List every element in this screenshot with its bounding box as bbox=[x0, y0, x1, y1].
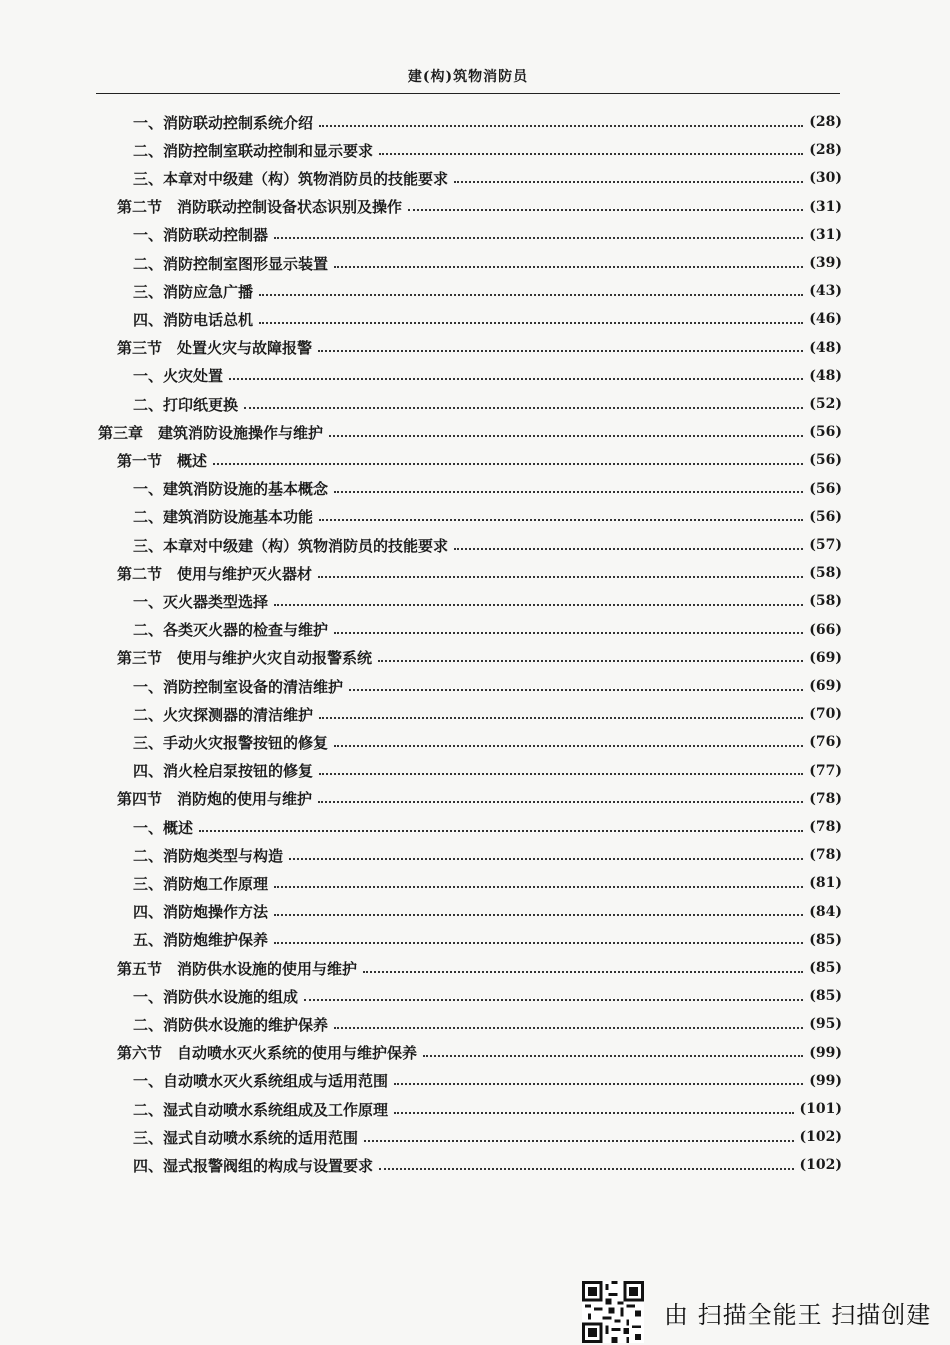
toc-entry bbox=[133, 1095, 842, 1123]
toc-entry-title: 第五节 消防供水设施的使用与维护 bbox=[117, 959, 358, 978]
toc-entry-page: (95) bbox=[809, 1016, 842, 1033]
toc-entry bbox=[133, 700, 842, 728]
toc-entry-title: 四、湿式报警阀组的构成与设置要求 bbox=[133, 1156, 374, 1175]
toc-leader-dots bbox=[259, 321, 803, 324]
toc-entry-page: (102) bbox=[799, 1129, 842, 1146]
toc-entry bbox=[133, 757, 842, 785]
toc-entry bbox=[133, 305, 842, 333]
toc-entry bbox=[133, 898, 842, 926]
toc-leader-dots bbox=[318, 349, 803, 352]
toc-entry-page: (78) bbox=[809, 847, 842, 864]
toc-entry-page: (56) bbox=[809, 452, 842, 469]
toc-entry-page: (58) bbox=[809, 565, 842, 582]
toc-entry bbox=[133, 982, 842, 1010]
toc-entry bbox=[133, 390, 842, 418]
toc-entry-page: (56) bbox=[809, 508, 842, 525]
toc-entry-title: 一、消防供水设施的组成 bbox=[133, 987, 299, 1006]
toc-entry bbox=[133, 1123, 842, 1151]
toc-entry-page: (39) bbox=[809, 255, 842, 271]
toc-entry-page: (58) bbox=[809, 593, 842, 610]
toc-leader-dots bbox=[304, 998, 803, 1001]
toc-entry-title: 第二节 消防联动控制设备状态识别及操作 bbox=[117, 198, 403, 217]
toc-entry-title: 五、消防炮维护保养 bbox=[133, 931, 269, 950]
toc-entry bbox=[117, 644, 842, 672]
toc-entry-page: (66) bbox=[809, 621, 842, 638]
toc-entry bbox=[133, 616, 842, 644]
toc-leader-dots bbox=[259, 293, 803, 296]
toc-leader-dots bbox=[319, 518, 803, 521]
toc-entry bbox=[133, 362, 842, 390]
toc-leader-dots bbox=[213, 462, 803, 465]
toc-leader-dots bbox=[364, 1139, 794, 1142]
toc-entry-title: 二、火灾探测器的清洁维护 bbox=[133, 705, 314, 724]
toc-entry bbox=[133, 1010, 842, 1038]
toc-entry bbox=[117, 193, 842, 221]
toc-entry bbox=[98, 418, 842, 446]
toc-leader-dots bbox=[274, 236, 803, 239]
toc-entry-page: (28) bbox=[809, 114, 842, 130]
toc-entry bbox=[133, 672, 842, 700]
toc-leader-dots bbox=[378, 659, 803, 662]
toc-entry-title: 一、消防联动控制系统介绍 bbox=[133, 113, 314, 132]
toc-entry bbox=[133, 221, 842, 249]
toc-leader-dots bbox=[334, 631, 803, 634]
toc-entry-title: 第四节 消防炮的使用与维护 bbox=[117, 790, 313, 809]
toc-entry-title: 三、手动火灾报警按钮的修复 bbox=[133, 733, 329, 752]
toc-entry-page: (70) bbox=[809, 706, 842, 723]
toc-leader-dots bbox=[394, 1111, 794, 1114]
toc-entry-title: 二、湿式自动喷水系统组成及工作原理 bbox=[133, 1100, 389, 1119]
toc-leader-dots bbox=[329, 434, 803, 437]
toc-leader-dots bbox=[244, 406, 803, 409]
toc-leader-dots bbox=[289, 857, 803, 860]
toc-entry-title: 二、各类灭火器的检查与维护 bbox=[133, 621, 329, 640]
toc-entry-page: (81) bbox=[809, 875, 842, 892]
page-header: 建(构)筑物消防员 bbox=[407, 69, 529, 85]
toc-entry bbox=[133, 926, 842, 954]
toc-entry-page: (57) bbox=[809, 537, 842, 553]
toc-leader-dots bbox=[334, 265, 803, 268]
toc-entry-page: (56) bbox=[809, 424, 842, 441]
toc-entry-page: (84) bbox=[809, 903, 842, 920]
qr-code-icon bbox=[582, 1281, 644, 1343]
toc-leader-dots bbox=[199, 829, 803, 832]
toc-leader-dots bbox=[454, 180, 803, 183]
toc-entry bbox=[117, 334, 842, 362]
toc-entry-page: (85) bbox=[809, 988, 842, 1005]
toc-entry bbox=[133, 587, 842, 615]
toc-entry-title: 二、消防控制室联动控制和显示要求 bbox=[133, 141, 374, 160]
toc-entry-page: (31) bbox=[809, 198, 842, 215]
toc-entry bbox=[133, 531, 842, 559]
toc-entry-page: (28) bbox=[809, 142, 842, 159]
toc-entry-title: 四、消防电话总机 bbox=[133, 310, 254, 329]
toc-entry-page: (85) bbox=[809, 931, 842, 948]
toc-leader-dots bbox=[363, 970, 803, 973]
toc-entry-page: (77) bbox=[809, 762, 842, 779]
toc-entry-title: 第三节 使用与维护火灾自动报警系统 bbox=[117, 649, 373, 668]
toc-leader-dots bbox=[319, 124, 803, 127]
toc-entry-title: 二、消防控制室图形显示装置 bbox=[133, 254, 329, 273]
toc-leader-dots bbox=[334, 490, 803, 493]
toc-entry bbox=[133, 164, 842, 192]
toc-entry-title: 三、消防应急广播 bbox=[133, 282, 254, 301]
toc-leader-dots bbox=[318, 800, 803, 803]
toc-entry-title: 二、消防供水设施的维护保养 bbox=[133, 1015, 329, 1034]
toc-entry-page: (85) bbox=[809, 960, 842, 976]
toc-entry-title: 三、消防炮工作原理 bbox=[133, 874, 269, 893]
toc-leader-dots bbox=[319, 716, 803, 719]
toc-entry-title: 第一节 概述 bbox=[117, 451, 208, 470]
toc-leader-dots bbox=[334, 1026, 803, 1029]
toc-entry-title: 第三节 处置火灾与故障报警 bbox=[117, 339, 313, 358]
toc-entry bbox=[133, 136, 842, 164]
toc-leader-dots bbox=[274, 941, 803, 944]
toc-entry-title: 一、火灾处置 bbox=[133, 367, 224, 386]
toc-entry-page: (56) bbox=[809, 480, 842, 497]
toc-entry-title: 一、概述 bbox=[133, 818, 194, 837]
toc-entry-title: 四、消防炮操作方法 bbox=[133, 903, 269, 922]
toc-leader-dots bbox=[318, 575, 803, 578]
toc-entry-page: (31) bbox=[809, 226, 842, 243]
toc-entry-page: (78) bbox=[809, 790, 842, 807]
toc-leader-dots bbox=[274, 913, 803, 916]
toc-leader-dots bbox=[229, 377, 803, 380]
toc-entry bbox=[133, 841, 842, 869]
toc-leader-dots bbox=[408, 208, 803, 211]
toc-entry bbox=[117, 1039, 842, 1067]
toc-entry-page: (69) bbox=[809, 678, 842, 694]
toc-entry-page: (102) bbox=[799, 1157, 842, 1174]
toc-entry-title: 一、自动喷水灭火系统组成与适用范围 bbox=[133, 1072, 389, 1091]
toc-entry-title: 三、湿式自动喷水系统的适用范围 bbox=[133, 1128, 359, 1147]
toc-entry-page: (99) bbox=[809, 1072, 842, 1089]
toc-leader-dots bbox=[379, 1167, 794, 1170]
toc-entry-title: 一、消防控制室设备的清洁维护 bbox=[133, 677, 344, 696]
toc-entry bbox=[133, 475, 842, 503]
toc-leader-dots bbox=[423, 1054, 803, 1057]
toc-entry bbox=[133, 869, 842, 897]
toc-entry-title: 三、本章对中级建（构）筑物消防员的技能要求 bbox=[133, 169, 449, 188]
toc-entry bbox=[117, 785, 842, 813]
toc-entry-page: (30) bbox=[809, 170, 842, 187]
toc-entry-page: (48) bbox=[809, 339, 842, 356]
toc-leader-dots bbox=[274, 603, 803, 606]
toc-entry bbox=[133, 108, 842, 136]
toc-entry-title: 一、灭火器类型选择 bbox=[133, 592, 269, 611]
toc-entry-title: 二、消防炮类型与构造 bbox=[133, 846, 284, 865]
toc-entry bbox=[117, 559, 842, 587]
toc-entry-page: (48) bbox=[809, 367, 842, 384]
toc-entry-title: 一、消防联动控制器 bbox=[133, 226, 269, 245]
toc-leader-dots bbox=[379, 152, 803, 155]
toc-entry-page: (52) bbox=[809, 396, 842, 412]
toc-entry-page: (76) bbox=[809, 734, 842, 751]
toc-entry bbox=[117, 446, 842, 474]
toc-entry-title: 四、消火栓启泵按钮的修复 bbox=[133, 762, 314, 781]
header-rule bbox=[96, 93, 840, 94]
toc-entry-title: 二、建筑消防设施基本功能 bbox=[133, 508, 314, 527]
toc-leader-dots bbox=[454, 547, 803, 550]
toc-leader-dots bbox=[349, 688, 803, 691]
toc-entry-title: 三、本章对中级建（构）筑物消防员的技能要求 bbox=[133, 536, 449, 555]
toc-entry-page: (99) bbox=[809, 1044, 842, 1061]
toc-leader-dots bbox=[334, 744, 803, 747]
toc-entry-title: 第二节 使用与维护灭火器材 bbox=[117, 564, 313, 583]
toc-entry-page: (46) bbox=[809, 311, 842, 328]
toc-entry-page: (69) bbox=[809, 649, 842, 666]
toc-entry-title: 一、建筑消防设施的基本概念 bbox=[133, 480, 329, 499]
watermark-text: 由 扫描全能王 扫描创建 bbox=[664, 1300, 932, 1329]
toc-entry bbox=[133, 277, 842, 305]
toc-entry bbox=[133, 249, 842, 277]
toc-entry bbox=[133, 1067, 842, 1095]
toc-entry-title: 二、打印纸更换 bbox=[133, 395, 239, 414]
toc-entry bbox=[133, 1151, 842, 1179]
toc-leader-dots bbox=[319, 772, 803, 775]
toc-entry-page: (78) bbox=[809, 819, 842, 835]
toc-entry bbox=[133, 503, 842, 531]
toc-entry-page: (43) bbox=[809, 283, 842, 300]
toc-leader-dots bbox=[394, 1082, 803, 1085]
toc-entry bbox=[117, 954, 842, 982]
toc-entry bbox=[133, 728, 842, 756]
toc-entry-title: 第三章 建筑消防设施操作与维护 bbox=[98, 423, 324, 442]
toc-entry bbox=[133, 813, 842, 841]
scanner-watermark bbox=[582, 1282, 931, 1342]
toc-entry-page: (101) bbox=[799, 1101, 842, 1117]
toc-entry-title: 第六节 自动喷水灭火系统的使用与维护保养 bbox=[117, 1044, 418, 1063]
toc-leader-dots bbox=[274, 885, 803, 888]
